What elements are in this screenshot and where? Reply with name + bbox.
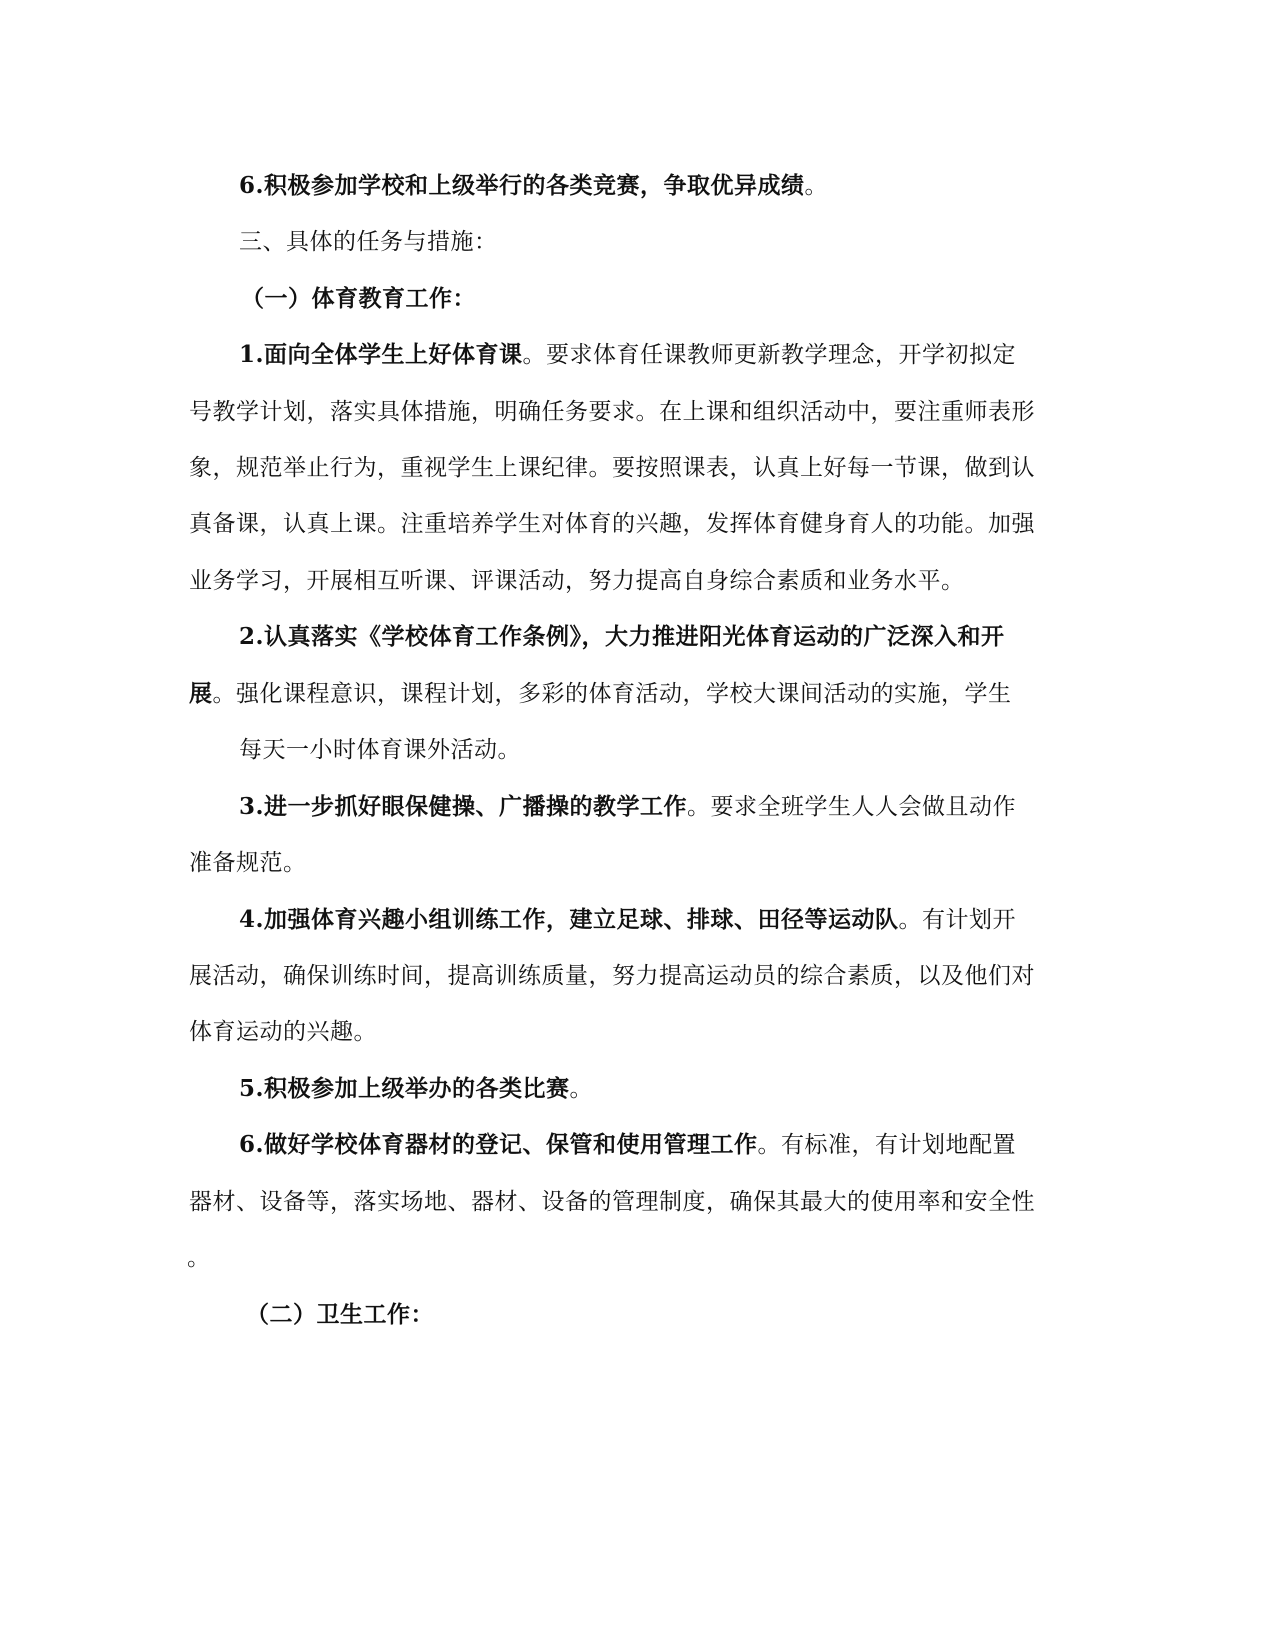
item-5-paragraph: [239, 1074, 593, 1104]
item-1-line-1-rest: 。要求体育任课教师更新教学理念，开学初拟定: [522, 342, 1017, 368]
item-4-line-3: 体育运动的兴趣。: [189, 1019, 377, 1045]
item-1-line-5: 业务学习，开展相互听课、评课活动，努力提高自身综合素质和业务水平。: [189, 568, 965, 594]
item-1-bold-text: 1.面向全体学生上好体育课: [239, 341, 523, 368]
item-2-line-3: 每天一小时体育课外活动。: [239, 737, 521, 763]
item-1-line-1: [239, 340, 1016, 370]
item-6-line-3: 。: [187, 1245, 211, 1271]
goal-6-paragraph: [239, 171, 828, 201]
item-5-end-text: 。: [569, 1076, 594, 1102]
item-4-bold-text: 4.加强体育兴趣小组训练工作，建立足球、排球、田径等运动队: [239, 906, 899, 933]
item-5-bold-text: 5.积极参加上级举办的各类比赛: [239, 1075, 570, 1102]
item-3-line-1-rest: 。要求全班学生人人会做且动作: [687, 794, 1017, 820]
item-2-bold-text: 展: [189, 680, 213, 707]
item-6-line-1: [239, 1130, 1016, 1160]
item-3-bold-text: 3.进一步抓好眼保健操、广播操的教学工作: [239, 793, 688, 820]
subsection-2-heading: （二）卫生工作：: [246, 1301, 434, 1328]
item-3-line-1: [239, 792, 1016, 822]
item-6-bold-text: 6.做好学校体育器材的登记、保管和使用管理工作: [239, 1131, 758, 1158]
section-3-heading: 三、具体的任务与措施：: [239, 229, 498, 255]
item-4-line-2: 展活动，确保训练时间，提高训练质量，努力提高运动员的综合素质，以及他们对: [189, 963, 1035, 989]
item-3-line-2: 准备规范。: [189, 850, 307, 876]
item-1-line-4: 真备课，认真上课。注重培养学生对体育的兴趣，发挥体育健身育人的功能。加强: [189, 511, 1035, 537]
goal-6-bold-text: 6.积极参加学校和上级举行的各类竞赛，争取优异成绩: [239, 172, 805, 199]
item-1-line-2: 号教学计划，落实具体措施，明确任务要求。在上课和组织活动中，要注重师表形: [189, 399, 1035, 425]
goal-6-end-text: 。: [804, 173, 829, 199]
item-6-line-2: 器材、设备等，落实场地、器材、设备的管理制度，确保其最大的使用率和安全性: [189, 1189, 1035, 1215]
item-2-line-1: 2.认真落实《学校体育工作条例》，大力推进阳光体育运动的广泛深入和开: [239, 623, 1005, 650]
item-4-line-1-rest: 。有计划开: [898, 907, 1017, 933]
item-2-line-2-rest: 。强化课程意识，课程计划，多彩的体育活动，学校大课间活动的实施，学生: [212, 681, 1012, 707]
subsection-1-heading: （一）体育教育工作：: [241, 285, 476, 312]
item-6-line-1-rest: 。有标准，有计划地配置: [757, 1132, 1017, 1158]
item-2-line-2: [189, 679, 1012, 709]
item-1-line-3: 象，规范举止行为，重视学生上课纪律。要按照课表，认真上好每一节课，做到认: [189, 455, 1035, 481]
item-4-line-1: [239, 905, 1016, 935]
